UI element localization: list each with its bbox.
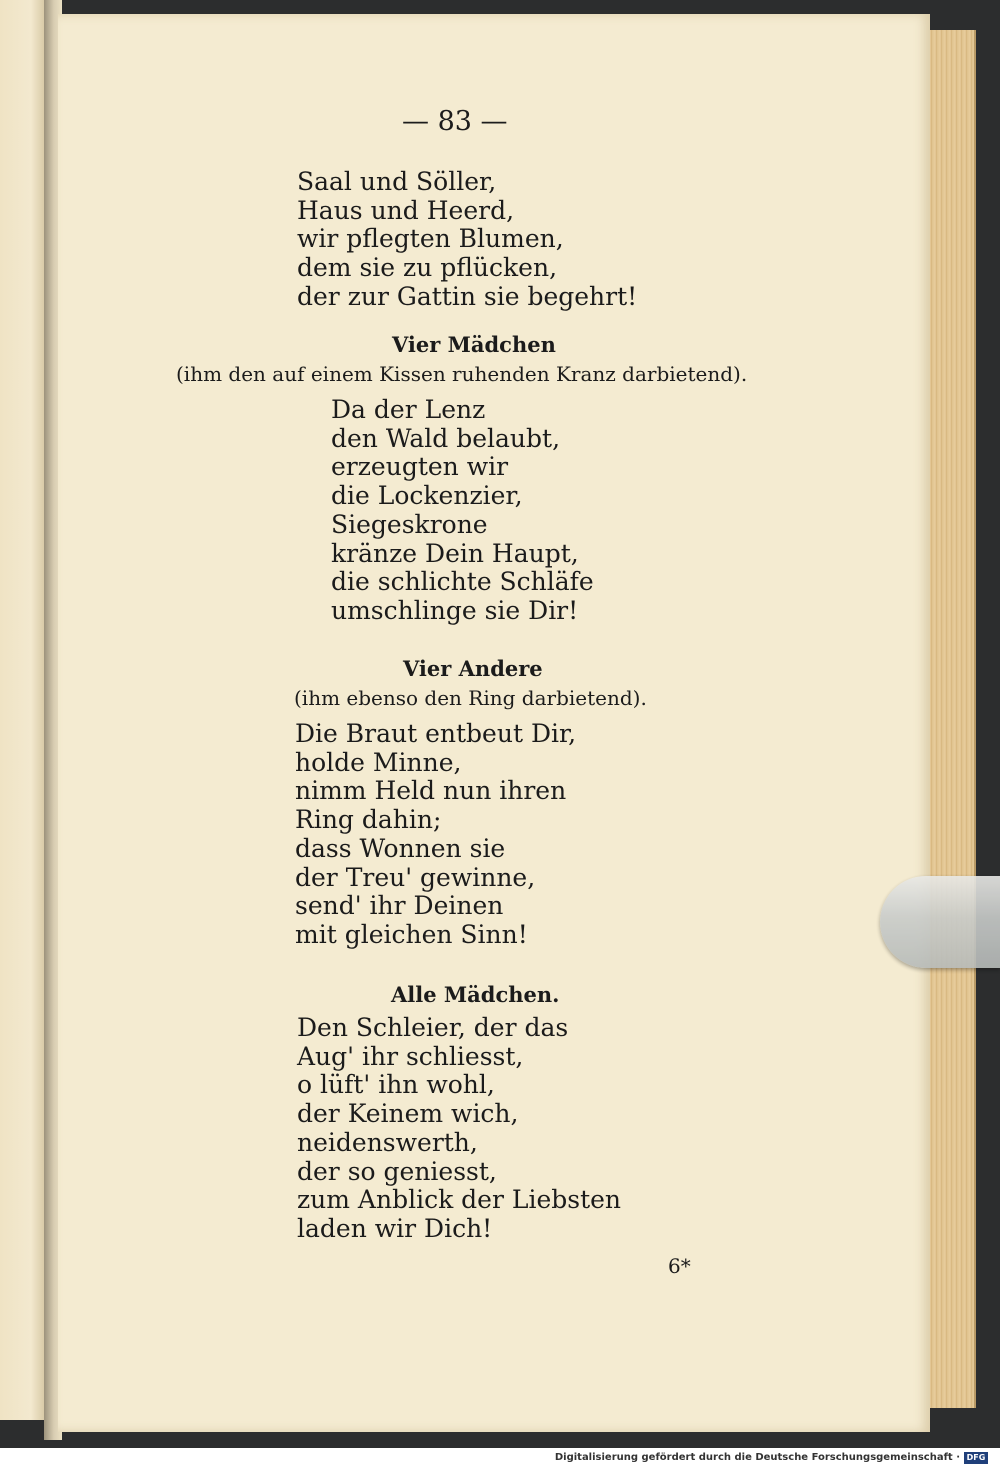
verse-line: neidenswerth, xyxy=(297,1127,478,1157)
verse-line: dass Wonnen sie xyxy=(295,833,506,863)
verse-line: holde Minne, xyxy=(295,747,462,777)
verse-line: zum Anblick der Liebsten xyxy=(297,1185,622,1215)
verse-line: Den Schleier, der das xyxy=(297,1013,569,1042)
verse-line: Ring dahin; xyxy=(295,805,442,835)
left-page-edge xyxy=(0,0,44,1420)
verse-stanza xyxy=(295,720,576,950)
verse-line: erzeugten wir xyxy=(331,452,509,482)
intro-stanza xyxy=(297,168,637,312)
verse-stanza xyxy=(297,1014,621,1244)
speaker-heading: Alle Mädchen. xyxy=(391,982,560,1007)
verse-line: Da der Lenz xyxy=(331,395,486,424)
funding-credit: Digitalisierung gefördert durch die Deutsche Forschungsgemeinschaft · xyxy=(554,1452,960,1463)
verse-line: laden wir Dich! xyxy=(297,1213,493,1243)
verse-line: Siegeskrone xyxy=(331,509,488,539)
verse-line: Aug' ihr schliesst, xyxy=(297,1041,524,1071)
verse-line: dem sie zu pflücken, xyxy=(297,253,558,283)
verse-line: mit gleichen Sinn! xyxy=(295,919,528,949)
verse-line: den Wald belaubt, xyxy=(331,423,561,453)
plastic-clip xyxy=(880,876,1000,968)
verse-line: umschlinge sie Dir! xyxy=(331,595,579,625)
verse-line: nimm Held nun ihren xyxy=(295,776,567,806)
verse-line: die schlichte Schläfe xyxy=(331,567,594,597)
page-number: — 83 — xyxy=(402,106,508,137)
verse-line: o lüft' ihn wohl, xyxy=(297,1070,495,1100)
verse-line: der Treu' gewinne, xyxy=(295,862,536,892)
verse-line: der zur Gattin sie begehrt! xyxy=(297,281,638,311)
verse-line: send' ihr Deinen xyxy=(295,891,504,921)
verse-line: wir pflegten Blumen, xyxy=(297,224,564,254)
verse-line: kränze Dein Haupt, xyxy=(331,538,579,568)
verse-line: Haus und Heerd, xyxy=(297,195,515,225)
page-stack-edge xyxy=(922,30,976,1408)
dfg-logo: DFG xyxy=(964,1452,988,1464)
stage-direction: (ihm den auf einem Kissen ruhenden Kranz darbietend). xyxy=(176,362,748,386)
verse-line: Saal und Söller, xyxy=(297,167,497,196)
verse-line: die Lockenzier, xyxy=(331,481,523,511)
speaker-heading: Vier Andere xyxy=(403,656,543,681)
stage-direction: (ihm ebenso den Ring darbietend). xyxy=(294,686,647,710)
verse-line: der so geniesst, xyxy=(297,1156,497,1186)
verse-line: Die Braut entbeut Dir, xyxy=(295,719,577,748)
printer-signature: 6* xyxy=(668,1254,691,1278)
speaker-heading: Vier Mädchen xyxy=(392,332,556,357)
verse-stanza xyxy=(331,396,594,626)
verse-line: der Keinem wich, xyxy=(297,1099,519,1129)
